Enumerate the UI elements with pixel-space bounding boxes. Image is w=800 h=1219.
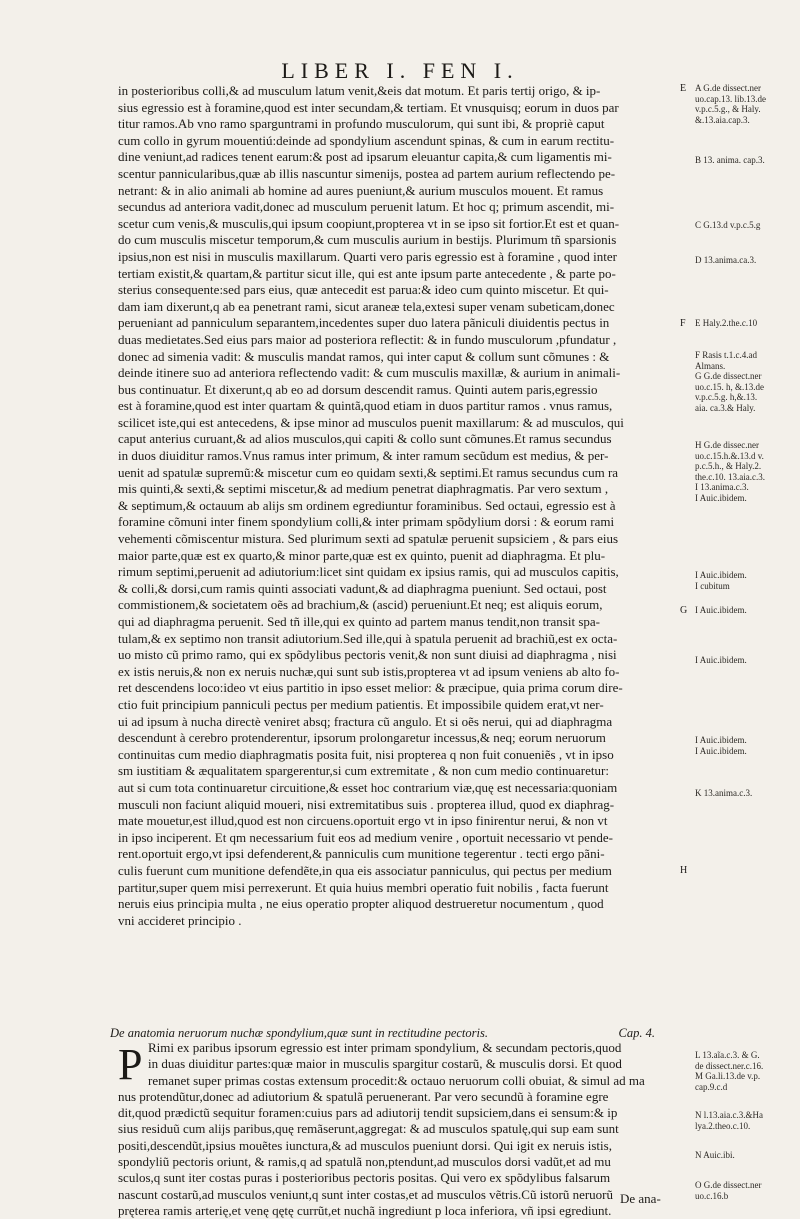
margin-note [695, 735, 800, 756]
text-line: caput anterius curuant,& ad alios musculos,qui capiti & collo sunt cõmunes.Et ramus secundus [118, 431, 612, 447]
margin-note-line: uo.c.15.h.&.13.d v. [695, 450, 764, 461]
margin-note [695, 440, 800, 503]
text-line: dit,quod prædictũ sequitur foramen:cuius pars ad adiutorij tendit supsiciem,dans ei sensum:& ip [118, 1105, 618, 1121]
margin-note-line: de dissect.ner.c.16. [695, 1060, 764, 1071]
margin-note-line: v.p.c.5.g. h,&.13. [695, 392, 758, 402]
margin-note-line: I Auic.ibidem. [695, 745, 747, 756]
text-line: dam iam dixerunt,q ab ea penetrant rami, sicut araneæ tela,extesi super venam subeticam,donec [118, 298, 615, 314]
margin-note [695, 605, 800, 616]
margin-note-line: cap.9.c.d [695, 1081, 728, 1092]
margin-note-line: C G.13.d v.p.c.5.g [695, 220, 761, 230]
text-line: descendunt à cerebro protenderentur, ipsorum prolongaretur incessus,& neq; eorum neruorum [118, 730, 606, 746]
text-line: in duas diuiditur partes:quæ maior in musculis spargitur costarũ, & musculis dorsi. Et quod [148, 1056, 622, 1072]
text-line: ipsius,non est nisi in musculis maxillarum. Quarti vero paris egressio est à foramine , quod inter [118, 248, 617, 264]
margin-letter: F [680, 318, 686, 329]
text-line: perueniant ad panniculum separantem,incedentes super duo latera pãniculi diuidentis pectus in [118, 315, 610, 331]
margin-note-line: F Rasis t.1.c.4.ad [695, 350, 757, 360]
text-line: positi,descendũt,ipsius mouẽtes iunctura,& ad musculos pueniunt dorsi. Qui igit ex neruis istis, [118, 1137, 612, 1153]
text-line: culis fuerunt cum munitione defendẽte,in qua eis associatur panniculus, qui pectus per medium [118, 862, 612, 878]
text-line: do cum musculis miscetur temporum,& cum musculis aurium in bestijs. Plurimum tñ sparsionis [118, 232, 617, 248]
margin-letter: E [680, 83, 687, 94]
text-line: uenit ad spatulæ supremũ:& miscetur cum eo quidam sexti,& septimi.Et ramus secundus cum ra [118, 464, 619, 480]
text-line: neruis eius principia multa , ne eius operatio propter aliquod destrueretur nocumentum , quod [118, 896, 604, 912]
catchword: De ana- [620, 1191, 661, 1206]
text-line: donec ad simenia vadit: & musculis mandat ramos, qui inter caput & collum sunt cõmunes : & [118, 348, 610, 364]
text-line: vehementi cõmiscentur mistura. Sed plurimum sexti ad spatulæ peruenit supsiciem , & pars eius [118, 531, 619, 547]
text-line: Rimi ex paribus ipsorum egressio est inter primam spondylium, & secundam pectoris,quod [148, 1040, 622, 1055]
text-line: ctio fuit principium panniculi pectus per medium patientis. Et impossibile quidem erat,vt ner- [118, 696, 604, 712]
margin-note-line: I Auic.ibidem. [695, 492, 747, 503]
chapter-number: Cap. 4. [618, 1026, 655, 1040]
text-line: tulam,& ex septimo non transit adiutorium.Sed ille,qui à spatula peruenit ad brachiũ,est ex octa- [118, 630, 618, 646]
text-line: aut si cum tota continuaretur circuitione,& esset hoc contrarium viæ,quę est necessaria:quoniam [118, 779, 618, 795]
text-line: in ipso inciperent. Et qm necessarium fuit eos ad medium venire , oportuit necessario vt pende- [118, 829, 613, 845]
text-line: titur ramos.Ab vno ramo sparguntrami in profundo musculorum, qui sunt ibi, & propriè caput [118, 116, 605, 132]
margin-note-line: O G.de dissect.ner [695, 1180, 762, 1190]
margin-note [695, 83, 800, 125]
text-line: nus protendũtur,donec ad adiutorium & spatulã peruenerant. Par vero secundũ à foramine egre [118, 1088, 609, 1104]
text-line: in posterioribus colli,& ad musculum latum venit,&eis dat motum. Et paris tertij origo, & ip- [118, 83, 601, 98]
text-line: sterius consequente:sed pars eius, quæ antecedit est parua:& ideo cum quinto miscetur. Et qui- [118, 282, 609, 298]
text-line: in duos diuiditur ramos.Vnus ramus inter primum, & inter ramum secũdum est medius, & per- [118, 448, 609, 464]
margin-note-line: H G.de dissec.ner [695, 440, 759, 450]
margin-note-line: N l.13.aia.c.3.&Ha [695, 1110, 763, 1120]
text-line: scentur pannicularibus,quæ ab illis nascuntur simenijs, postea ad partem aurium reflectendo pe- [118, 165, 616, 181]
margin-note-line: A G.de dissect.ner [695, 83, 761, 93]
margin-letter: G [680, 605, 688, 616]
margin-note-line: K 13.anima.c.3. [695, 788, 753, 798]
margin-note [695, 255, 800, 266]
margin-note-line: I Auic.ibidem. [695, 735, 747, 745]
text-line: sius egressio est à foramine,quod est inter secundam,& tertiam. Et vnusquisq; eorum in duos par [118, 99, 619, 115]
margin-note-line: uo.c.16.b [695, 1190, 729, 1201]
margin-note-line: Almans. [695, 360, 726, 371]
text-line: scilicet iste,qui est antecedens, & ipse minor ad musculos puenit maxillarum: & ad musculos, qui [118, 414, 624, 430]
margin-note [695, 318, 800, 329]
text-line: nascunt costarũ,ad musculos veniunt,q sunt inter costas,et ad musculos vẽtris.Cũ istorũ neruorũ [118, 1186, 613, 1202]
margin-letter: H [680, 865, 688, 876]
text-line: maior parte,quæ est ex quarto,& minor parte,quæ est ex quinto, puenit ad diaphragma. Et plu- [118, 547, 606, 563]
text-line: rimum septimi,peruenit ad adiutorium:licet sint quidam ex ipsius ramis, qui ad musculos capitis, [118, 564, 619, 580]
margin-note-line: p.c.5.h., & Haly.2. [695, 461, 762, 471]
margin-note [695, 1110, 800, 1131]
page-header: LIBER I. FEN I. [281, 58, 519, 83]
text-line: cum collo in gyrum mouentiú:deinde ad spondylium ascendunt spinas, & cum in earum rectitu- [118, 132, 615, 148]
text-line: bus continuatur. Et dixerunt,q ab eo ad dorsum descendit ramus. Quinti autem paris,egressio [118, 381, 598, 397]
text-line: secundus ad anteriora vadit,donec ad musculum peruenit latum. Et hoc q; primum ascendit, mi- [118, 199, 615, 215]
margin-note-line: I Auic.ibidem. [695, 605, 747, 615]
text-line: dine veniunt,ad radices tenent earum:& post ad ipsarum eleuantur capita,& cum ligamentis mi- [118, 149, 612, 165]
text-line: tertiam existit,& quartam,& partitur sicut ille, qui est ante ipsum parte antecedente , & parte po- [118, 265, 616, 281]
text-line: sius residuũ cum alijs paribus,quę remãserunt,aggregat: & ad musculos spatulę,qui sup eam sunt [118, 1121, 619, 1137]
text-line: & septimum,& octauum ab alijs sm ordinem egrediuntur foraminibus. Sed octaui, egressio est à [118, 497, 616, 513]
text-line: vni accideret principio . [118, 912, 242, 928]
text-line: ui ad ipsum à nucha directè veniret absq; fractura cũ angulo. Et si oẽs nerui, qui ad diaphragma [118, 713, 613, 729]
main-text-block [118, 83, 678, 929]
text-line: scetur cum venis,& musculis,qui ipsum coopiunt,propterea vt in se ipso sit fortior.Et est et quan- [118, 215, 620, 231]
margin-note-line: I 13.anima.c.3. [695, 482, 749, 492]
text-line: mis quinti,& sexti,& septimi miscetur,& ad medium penetrat diaphragmatis. Par vero sextum , [118, 481, 609, 497]
margin-note [695, 570, 800, 591]
chapter-heading [110, 1025, 690, 1041]
text-line: uo misto cũ primo ramo, qui ex spõdylibus pectoris venit,& non sunt diuisi ad diaphragma , nisi [118, 647, 617, 663]
margin-note-line: N Auic.ibi. [695, 1150, 735, 1160]
margin-note-line: uo.cap.13. lib.13.de [695, 93, 766, 104]
text-line: netrant: & in alio animali ab homine ad aures pueniunt,& aurium musculos mouent. Et ramus [118, 182, 604, 198]
text-line: commistionem,& societatem oẽs ad brachium,& (ascid) perueniunt.Et neq; est aliquis eorum, [118, 597, 603, 613]
margin-note-line: v.p.c.5.g., & Haly. [695, 104, 761, 114]
drop-cap: P [118, 1040, 143, 1089]
text-line: mate mouetur,est illud,quod est non circuens.oportuit ergo vt in ipso finirentur nerui, & non vt [118, 813, 608, 829]
margin-note [695, 350, 800, 413]
text-line: est à foramine,quod est inter quartam & quintã,quod etiam in duos partitur ramos . vnus ramus, [118, 398, 613, 414]
text-line: qui ad diaphragma peruenit. Sed tñ ille,qui ex quinto ad partem manus tendit,non transit spa- [118, 614, 600, 629]
chapter-text-block [118, 1040, 678, 1219]
text-line: remanet super primas costas extensum procedit:& octauo neruorum colli obuiat, & simul ad ma [148, 1072, 645, 1088]
margin-note-line: lya.2.theo.c.10. [695, 1120, 751, 1131]
margin-note-line: I cubitum [695, 580, 730, 591]
text-line: musculi non faciunt aliquid moueri, nisi extremitatibus suis . propterea illud, quod ex diaphrag- [118, 796, 615, 812]
text-line: deinde itinere suo ad anteriora reflectendo vadit: & cum musculis maxillæ, & aurium in animali- [118, 365, 621, 381]
margin-note-line: G G.de dissect.ner [695, 371, 762, 381]
margin-note-line: uo.c.15. h, &.13.de [695, 381, 764, 392]
margin-note [695, 1150, 800, 1161]
margin-note [695, 1180, 800, 1201]
text-line: continuitas cum medio diaphragmatis posita fuit, nisi propterea q non fuit conueniẽs , vt in ipso [118, 746, 614, 762]
text-line: & colli,& dorsi,cum ramis quinti associati vadunt,& ad diaphragma pueniunt. Sed octaui, post [118, 580, 607, 596]
margin-note-line: L 13.aĩa.c.3. & G. [695, 1050, 760, 1060]
margin-note [695, 220, 800, 231]
text-line: ex istis neruis,& non ex neruis nuchæ,qui sunt sub istis,propterea vt ad ipsum veniens ab alto fo- [118, 663, 620, 679]
text-line: duas medietates.Sed eius pars maior ad posteriora reflectit: & in fundo musculorum ,pfundatur , [118, 331, 617, 347]
margin-note-line: D 13.anima.ca.3. [695, 255, 757, 265]
margin-note-line: &.13.aia.cap.3. [695, 114, 750, 125]
margin-note-line: B 13. anima. cap.3. [695, 155, 765, 165]
margin-note-line: M Ga.li.13.de v.p. [695, 1071, 761, 1081]
margin-note-line: I Auic.ibidem. [695, 655, 747, 665]
text-line: sculos,q sunt iter costas puras i posterioribus pectoris positas. Qui vero ex spõdylibus falsarum [118, 1170, 611, 1186]
text-line: sm iustitiam & æqualitatem spargerentur,si cum extremitate , & non cum medio continuaretur: [118, 763, 609, 779]
margin-note [695, 788, 800, 799]
text-line: partitur,super quem misi perrexerunt. Et quia huius membri operatio fuit nobilis , facta fuerunt [118, 879, 609, 895]
margin-note [695, 155, 800, 166]
text-line: spondyliũ pectoris oriunt, & ramis,q ad spatulã non,ptendunt,ad musculos dorsi vadũt,et ad mu [118, 1154, 611, 1170]
text-line: foramine cõmuni inter finem spondylium colli,& inter primam spõdylium dorsi : & eorum rami [118, 514, 615, 530]
margin-note [695, 655, 800, 666]
text-line: ret descendens loco:ideo vt eius partitio in ipso esset melior: & præcipue, quia prima corum dire- [118, 680, 623, 696]
margin-note-line: aia. ca.3.& Haly. [695, 402, 756, 413]
margin-note [695, 1050, 800, 1092]
margin-note-line: the.c.10. 13.aia.c.3. [695, 471, 765, 482]
text-line: rent.oportuit ergo,vt ipsi defenderent,& panniculis cum munitione tegerentur . tecti ergo pãni- [118, 846, 605, 862]
margin-note-line: I Auic.ibidem. [695, 570, 747, 580]
text-line: pręterea ramis arterię,et venę qętę currũt,et nuchã ingrediunt p loca inferiora, vñ ipsi egrediunt. [118, 1202, 612, 1218]
margin-note-line: E Haly.2.the.c.10 [695, 318, 758, 328]
chapter-title: De anatomia neruorum nuchæ spondylium,quæ sunt in rectitudine pectoris. [110, 1026, 488, 1040]
